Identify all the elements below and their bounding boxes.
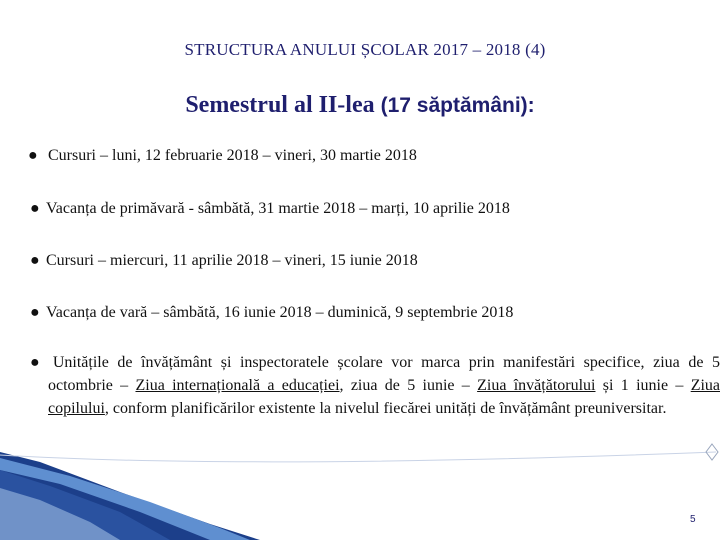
- schedule-item-text: Vacanța de vară – sâmbătă, 16 iunie 2018 – duminică, 9 septembrie 2018: [46, 304, 514, 321]
- bullet-icon: ●: [30, 354, 45, 371]
- paragraph-text-1: Unitățile de învățământ și inspectoratele școlare vor marca prin manifestări specifice, ziua de 5 octombrie –: [48, 354, 720, 394]
- page-number: 5: [690, 514, 696, 525]
- section-heading-weeks: (17 săptămâni):: [380, 94, 535, 117]
- bullet-icon: ●: [28, 147, 38, 164]
- bullet-icon: ●: [30, 200, 40, 217]
- teachers-day-label: Ziua învățătorului: [477, 377, 596, 394]
- paragraph-text-4: , conform planificărilor existente la nivelul fiecărei unități de învățământ preuniversitar.: [104, 400, 667, 417]
- bullet-icon: ●: [30, 252, 40, 269]
- slide-title: STRUCTURA ANULUI ȘCOLAR 2017 – 2018 (4): [184, 40, 546, 59]
- schedule-item-text: Vacanța de primăvară - sâmbătă, 31 martie 2018 – marți, 10 aprilie 2018: [46, 200, 510, 217]
- education-day-label: Ziua internațională a educației: [135, 377, 340, 394]
- swoosh-line: [0, 452, 716, 462]
- paragraph-text-3: și 1 iunie –: [595, 377, 691, 394]
- section-heading-main: Semestrul al II-lea: [185, 92, 381, 118]
- bullet-icon: ●: [30, 304, 40, 321]
- paragraph-text-2: , ziua de 5 iunie –: [339, 377, 478, 394]
- schedule-item-text: Cursuri – luni, 12 februarie 2018 – vineri, 30 martie 2018: [48, 147, 417, 164]
- children-day-label: Ziua copilului: [48, 377, 720, 417]
- schedule-item-text: Cursuri – miercuri, 11 aprilie 2018 – vineri, 15 iunie 2018: [46, 252, 418, 269]
